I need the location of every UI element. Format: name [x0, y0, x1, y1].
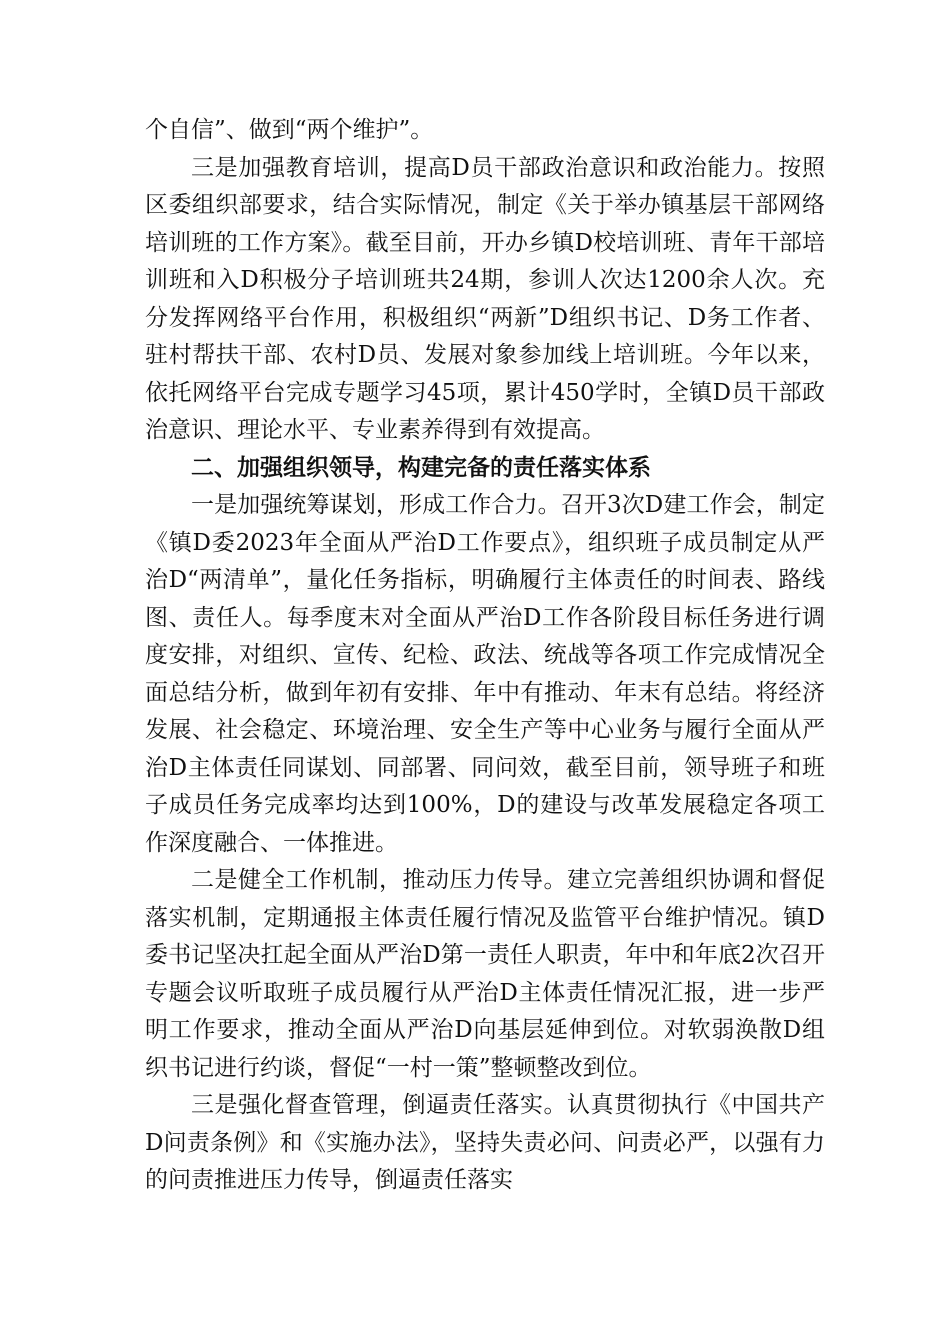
paragraph-supervision-management: 三是强化督查管理，倒逼责任落实。认真贯彻执行《中国共产D问责条例》和《实施办法》，坚持失责必问、问责必严，以强有力的问责推进压力传导，倒逼责任落实 [145, 1092, 825, 1193]
paragraph-work-mechanism: 二是健全工作机制，推动压力传导。建立完善组织协调和督促落实机制，定期通报主体责任履行情况及监管平台维护情况。镇D委书记坚决扛起全面从严治D第一责任人职责，年中和年底2次召开专题会议听取班子成员履行从严治D主体责任情况汇报，进一步严明工作要求，推动全面从严治D向基层延伸到位。对软弱涣散D组织书记进行约谈，督促“一村一策”整顿整改到位。 [145, 867, 825, 1081]
section-heading-organization-leadership: 二、加强组织领导，构建完备的责任落实体系 [191, 454, 651, 481]
paragraph-overall-planning: 一是加强统筹谋划，形成工作合力。召开3次D建工作会，制定《镇D委2023年全面从严治D工作要点》，组织班子成员制定从严治D“两清单”，量化任务指标，明确履行主体责任的时间表、路线图、责任人。每季度末对全面从严治D工作各阶段目标任务进行调度安排，对组织、宣传、纪检、政法、统战等各项工作完成情况全面总结分析，做到年初有安排、年中有推动、年末有总结。将经济发展、社会稳定、环境治理、安全生产等中心业务与履行全面从严治D主体责任同谋划、同部署、同问效，截至目前，领导班子和班子成员任务完成率均达到100%，D的建设与改革发展稳定各项工作深度融合、一体推进。 [145, 492, 825, 856]
paragraph-education-training: 三是加强教育培训，提高D员干部政治意识和政治能力。按照区委组织部要求，结合实际情况，制定《关于举办镇基层干部网络培训班的工作方案》。截至目前，开办乡镇D校培训班、青年干部培训班和入D积极分子培训班共24期，参训人次达1200余人次。充分发挥网络平台作用，积极组织“两新”D组织书记、D务工作者、驻村帮扶干部、农村D员、发展对象参加线上培训班。今年以来，依托网络平台完成专题学习45项，累计450学时，全镇D员干部政治意识、理论水平、专业素养得到有效提高。 [145, 154, 825, 443]
document-body [145, 112, 825, 1200]
paragraph-continuation: 个自信”、做到“两个维护”。 [145, 117, 434, 143]
